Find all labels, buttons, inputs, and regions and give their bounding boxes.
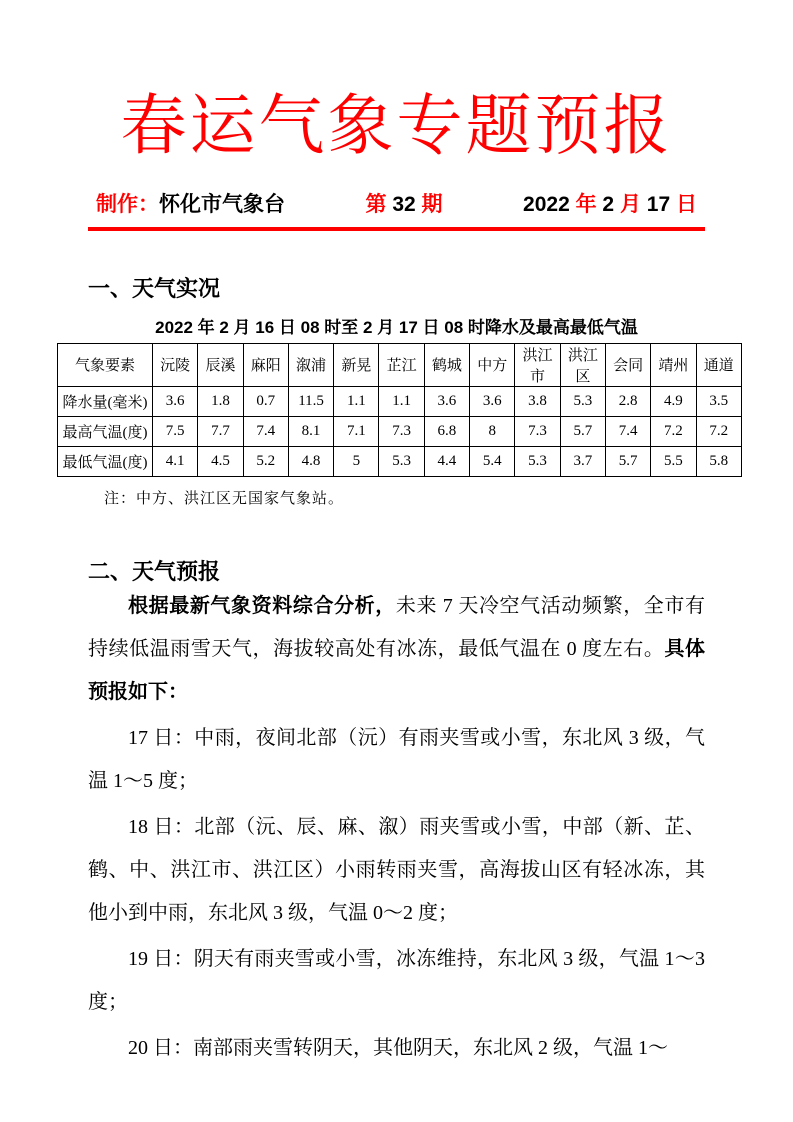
- issue-prefix: 第: [365, 192, 387, 216]
- table-cell: 7.1: [334, 416, 379, 446]
- table-cell: 6.8: [424, 416, 469, 446]
- weather-table-title: 2022 年 2 月 16 日 08 时至 2 月 17 日 08 时降水及最高最低气温: [155, 318, 638, 338]
- table-cell: 1.8: [198, 386, 243, 416]
- table-row-min-temp: [58, 446, 742, 476]
- forecast-day-17: 17 日：中雨，夜间北部（沅）有雨夹雪或小雪，东北风 3 级，气温 1～5 度；: [88, 727, 705, 793]
- table-row-label: 降水量(毫米): [58, 386, 153, 416]
- table-cell: 7.2: [651, 416, 696, 446]
- forecast-body: [88, 585, 705, 1070]
- table-header-row: [58, 343, 742, 386]
- table-cell: 5.4: [470, 446, 515, 476]
- table-row-precipitation: [58, 386, 742, 416]
- table-cell: 7.5: [153, 416, 198, 446]
- table-cell: 4.8: [288, 446, 333, 476]
- table-cell: 7.3: [379, 416, 424, 446]
- producer-line: [96, 188, 285, 218]
- table-header-cell: 新晃: [334, 343, 379, 386]
- table-cell: 1.1: [379, 386, 424, 416]
- table-cell: 5: [334, 446, 379, 476]
- forecast-intro-lead: 根据最新气象资料综合分析，: [128, 595, 396, 618]
- weather-table: [57, 343, 742, 477]
- table-header-cell: 洪江市: [515, 343, 560, 386]
- forecast-intro-tail: 具体预报如下：: [88, 638, 706, 704]
- table-cell: 0.7: [243, 386, 288, 416]
- table-header-cell: 辰溪: [198, 343, 243, 386]
- forecast-day-18: 18 日：北部（沅、辰、麻、溆）雨夹雪或小雪，中部（新、芷、鹤、中、洪江市、洪江区）小雨转雨夹雪，高海拔山区有轻冰冻，其他小到中雨，东北风 3 级，气温 0～2 度；: [88, 816, 705, 925]
- table-cell: 8: [470, 416, 515, 446]
- date-day: 17: [646, 192, 671, 216]
- table-cell: 7.7: [198, 416, 243, 446]
- date-month: 2: [602, 192, 615, 216]
- date-day-unit: 日: [670, 192, 697, 216]
- table-row-max-temp: [58, 416, 742, 446]
- table-header-cell: 通道: [696, 343, 741, 386]
- table-header-cell: 鹤城: [424, 343, 469, 386]
- forecast-day-19: 19 日：阴天有雨夹雪或小雪，冰冻维持，东北风 3 级，气温 1～3 度；: [88, 948, 705, 1014]
- table-cell: 5.5: [651, 446, 696, 476]
- date-year-unit: 年: [569, 192, 603, 216]
- table-cell: 7.3: [515, 416, 560, 446]
- table-cell: 1.1: [334, 386, 379, 416]
- table-header-cell: 芷江: [379, 343, 424, 386]
- table-header-cell: 溆浦: [288, 343, 333, 386]
- table-row-label: 最高气温(度): [58, 416, 153, 446]
- table-cell: 5.7: [560, 416, 605, 446]
- issue-value: 32: [386, 192, 422, 216]
- masthead: [88, 188, 705, 231]
- forecast-intro-paragraph: [88, 585, 705, 714]
- table-cell: 3.6: [424, 386, 469, 416]
- forecast-intro-text: 未来 7 天冷空气活动频繁，全市有持续低温雨雪天气，海拔较高处有冰冻，最低气温在 0 度左右。: [88, 595, 706, 661]
- table-cell: 3.6: [470, 386, 515, 416]
- weather-table-body: [58, 386, 742, 476]
- forecast-day-20: 20 日：南部雨夹雪转阴天，其他阴天，东北风 2 级，气温 1～: [128, 1037, 668, 1060]
- issue-number: [366, 188, 443, 218]
- table-cell: 2.8: [605, 386, 650, 416]
- table-footnote: 注：中方、洪江区无国家气象站。: [104, 490, 345, 507]
- table-cell: 5.3: [379, 446, 424, 476]
- table-cell: 3.5: [696, 386, 741, 416]
- table-cell: 5.7: [605, 446, 650, 476]
- table-cell: 11.5: [288, 386, 333, 416]
- table-cell: 3.8: [515, 386, 560, 416]
- table-cell: 7.2: [696, 416, 741, 446]
- table-cell: 4.1: [153, 446, 198, 476]
- table-cell: 5.2: [243, 446, 288, 476]
- table-header-cell: 沅陵: [153, 343, 198, 386]
- table-header-cell: 气象要素: [58, 343, 153, 386]
- table-header-cell: 麻阳: [243, 343, 288, 386]
- weather-table-head: [58, 343, 742, 386]
- producer-label: 制作：: [96, 192, 159, 216]
- producer-name: 怀化市气象台: [159, 192, 285, 216]
- section-heading-weather-forecast: 二、天气预报: [88, 558, 221, 584]
- table-header-cell: 靖州: [651, 343, 696, 386]
- table-cell: 3.7: [560, 446, 605, 476]
- table-cell: 5.8: [696, 446, 741, 476]
- section-heading-weather-actual: 一、天气实况: [88, 275, 221, 301]
- date-month-unit: 月: [614, 192, 647, 216]
- table-cell: 5.3: [515, 446, 560, 476]
- table-header-cell: 洪江区: [560, 343, 605, 386]
- table-cell: 3.6: [153, 386, 198, 416]
- table-row-label: 最低气温(度): [58, 446, 153, 476]
- document-title: 春运气象专题预报: [120, 90, 673, 163]
- table-cell: 7.4: [243, 416, 288, 446]
- table-cell: 5.3: [560, 386, 605, 416]
- date-year: 2022: [523, 192, 570, 216]
- issue-suffix: 期: [421, 192, 443, 216]
- table-cell: 4.4: [424, 446, 469, 476]
- table-header-cell: 中方: [470, 343, 515, 386]
- table-header-cell: 会同: [605, 343, 650, 386]
- table-cell: 8.1: [288, 416, 333, 446]
- table-cell: 4.5: [198, 446, 243, 476]
- table-cell: 7.4: [605, 416, 650, 446]
- table-cell: 4.9: [651, 386, 696, 416]
- issue-date: [523, 188, 697, 218]
